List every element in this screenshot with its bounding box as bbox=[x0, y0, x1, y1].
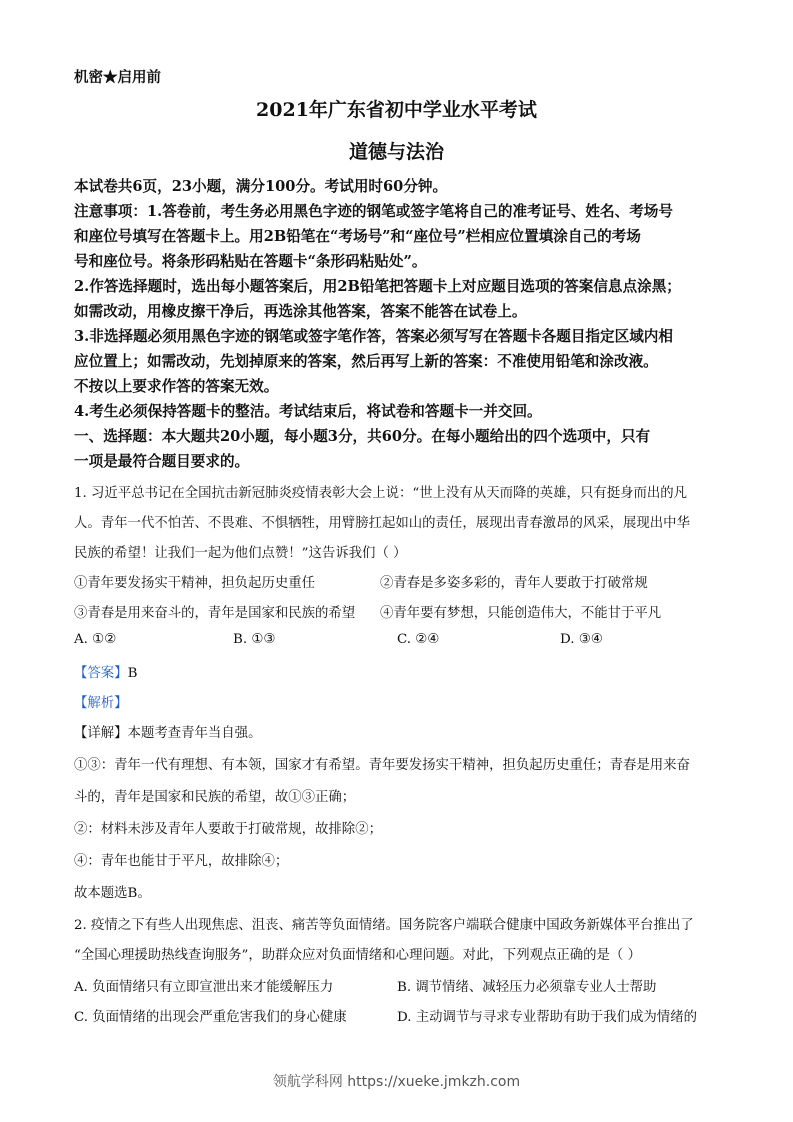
detail-line: 【详解】本题考查青年当自强。 bbox=[74, 726, 262, 741]
instruction-line: 注意事项：1.答卷前，考生务必用黑色字迹的钢笔或签字笔将自己的准考证号、姓名、考场号 bbox=[74, 203, 673, 220]
option-c: C. 负面情绪的出现会严重危害我们的身心健康 bbox=[74, 1010, 347, 1025]
option-a: A. 负面情绪只有立即宣泄出来才能缓解压力 bbox=[74, 980, 334, 995]
option-b: B. ①③ bbox=[233, 632, 276, 647]
question-1-stem: 1. 习近平总书记在全国抗击新冠肺炎疫情表彰大会上说：“世上没有从天而降的英雄，只有挺身而出的凡 bbox=[74, 486, 688, 501]
confidential-label: 机密★启用前 bbox=[74, 69, 161, 86]
detail-line: 故本题选B。 bbox=[74, 886, 151, 901]
exam-title: 2021年广东省初中学业水平考试 bbox=[256, 99, 537, 121]
option-c: C. ②④ bbox=[397, 632, 440, 647]
detail-line: ②：材料未涉及青年人要敢于打破常规，故排除②； bbox=[74, 822, 382, 837]
instruction-line: 和座位号填写在答题卡上。用2B铅笔在“考场号”和“座位号”栏相应位置填涂自己的考场 bbox=[74, 228, 641, 245]
answer-value: B bbox=[127, 666, 138, 681]
analysis-line bbox=[74, 692, 128, 711]
answer-line bbox=[74, 662, 137, 681]
section-heading: 一项是最符合题目要求的。 bbox=[74, 453, 250, 470]
statement-3: ③青春是用来奋斗的，青年是国家和民族的希望 bbox=[74, 606, 356, 621]
option-d: D. 主动调节与寻求专业帮助有助于我们成为情绪的 bbox=[397, 1010, 697, 1025]
question-1-stem: 人。青年一代不怕苦、不畏难、不惧牺牲，用臂膀扛起如山的责任，展现出青春激昂的风采，展现出中华 bbox=[74, 516, 690, 531]
instruction-line: 不按以上要求作答的答案无效。 bbox=[74, 378, 279, 395]
option-a: A. ①② bbox=[74, 632, 117, 647]
statement-2: ②青春是多姿多彩的，青年人要敢于打破常规 bbox=[380, 576, 648, 591]
instruction-line: 4.考生必须保持答题卡的整洁。考试结束后，将试卷和答题卡一并交回。 bbox=[74, 403, 542, 420]
statement-1: ①青年要发扬实干精神，担负起历史重任 bbox=[74, 576, 316, 591]
instruction-line: 本试卷共6页，23小题，满分100分。考试用时60分钟。 bbox=[74, 178, 448, 195]
instruction-line: 号和座位号。将条形码粘贴在答题卡“条形码粘贴处”。 bbox=[74, 253, 427, 270]
instruction-line: 2.作答选择题时，选出每小题答案后，用2B铅笔把答题卡上对应题目选项的答案信息点涂黑； bbox=[74, 278, 681, 295]
statement-4: ④青年要有梦想，只能创造伟大，不能甘于平凡 bbox=[380, 606, 662, 621]
instruction-line: 应位置上；如需改动，先划掉原来的答案，然后再写上新的答案：不准使用铅笔和涂改液。 bbox=[74, 353, 658, 370]
question-1-stem: 民族的希望！让我们一起为他们点赞！”这告诉我们（ ） bbox=[74, 546, 407, 561]
instruction-line: 3.非选择题必须用黑色字迹的钢笔或签字笔作答，答案必须写写在答题卡各题目指定区域内相 bbox=[74, 328, 673, 345]
footer-watermark: 领航学科网 https://xueke.jmkzh.com bbox=[272, 1074, 521, 1090]
option-d: D. ③④ bbox=[560, 632, 603, 647]
subject-title: 道德与法治 bbox=[348, 141, 444, 163]
question-2-stem: 2. 疫情之下有些人出现焦虑、沮丧、痛苦等负面情绪。国务院客户端联合健康中国政务新媒体平台推出了 bbox=[74, 918, 694, 933]
option-b: B. 调节情绪、减轻压力必须靠专业人士帮助 bbox=[397, 980, 657, 995]
detail-line: ①③：青年一代有理想、有本领，国家才有希望。青年要发扬实干精神，担负起历史重任；青春是用来奋 bbox=[74, 758, 690, 773]
detail-line: ④：青年也能甘于平凡，故排除④； bbox=[74, 854, 289, 869]
analysis-tag: 【解析】 bbox=[74, 696, 128, 711]
section-heading: 一、选择题：本大题共20小题，每小题3分，共60分。在每小题给出的四个选项中，只有 bbox=[74, 428, 651, 445]
answer-tag: 【答案】 bbox=[74, 666, 128, 681]
question-2-stem: “全国心理援助热线查询服务”，助群众应对负面情绪和心理问题。对此，下列观点正确的是（ ） bbox=[74, 948, 641, 963]
instruction-line: 如需改动，用橡皮擦干净后，再选涂其他答案，答案不能答在试卷上。 bbox=[74, 303, 527, 320]
detail-line: 斗的，青年是国家和民族的希望，故①③正确； bbox=[74, 790, 356, 805]
